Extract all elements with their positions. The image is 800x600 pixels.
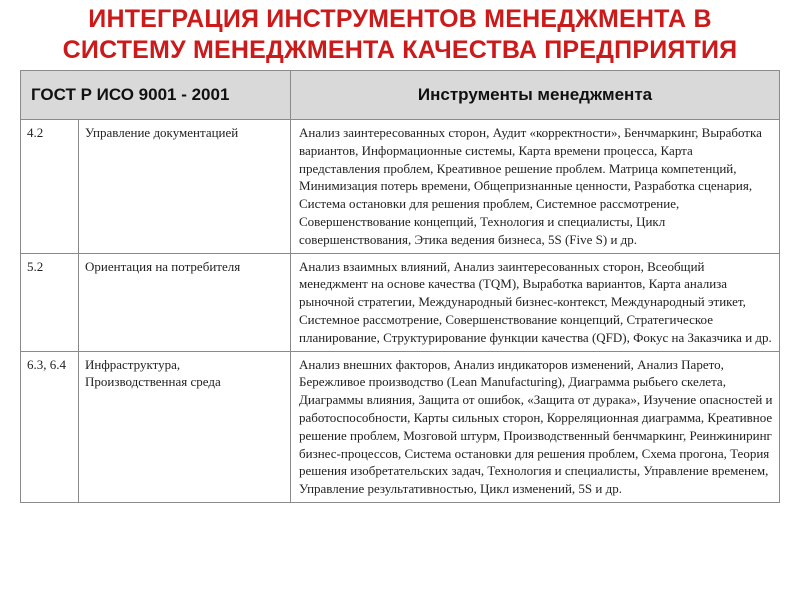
table-header-row xyxy=(21,71,780,120)
requirement-area: Управление документацией xyxy=(79,120,291,254)
requirement-area: Инфраструктура, Производственная среда xyxy=(79,351,291,502)
title-line-1: ИНТЕГРАЦИЯ ИНСТРУМЕНТОВ МЕНЕДЖМЕНТА В xyxy=(88,5,712,33)
table-row xyxy=(21,351,780,502)
header-tools: Инструменты менеджмента xyxy=(291,71,780,120)
clause-number: 6.3, 6.4 xyxy=(21,351,79,502)
slide-title xyxy=(0,4,800,66)
clause-number: 5.2 xyxy=(21,253,79,351)
header-standard: ГОСТ Р ИСО 9001 - 2001 xyxy=(21,71,291,120)
title-line-2: СИСТЕМУ МЕНЕДЖМЕНТА КАЧЕСТВА ПРЕДПРИЯТИЯ xyxy=(62,36,738,64)
requirement-area: Ориентация на потребителя xyxy=(79,253,291,351)
table-row xyxy=(21,253,780,351)
integration-table xyxy=(20,70,780,503)
management-tools: Анализ внешних факторов, Анализ индикаторов изменений, Анализ Парето, Бережливое производство (Lean Manufacturing), Диаграмма рыбьего скелета, Диаграммы влияния, Защита от ошибок, «Защита от дурака», Изучение опасностей и работоспособности, Карты сильных сторон, Корреляционная диаграмма, Креативное решение проблем, Мозговой штурм, Производственный бенчмаркинг, Реинжиниринг бизнес-процессов, Система остановки для решения проблем, Схема прогона, Теория решения изобретательских задач, Технология и специалисты, Управление временем, Управление результативностью, Цикл изменений, 5S и др. xyxy=(291,351,780,502)
table-row xyxy=(21,120,780,254)
clause-number: 4.2 xyxy=(21,120,79,254)
management-tools: Анализ взаимных влияний, Анализ заинтересованных сторон, Всеобщий менеджмент на основе качества (TQM), Выработка вариантов, Карта анализа рыночной стратегии, Международный бизнес-контекст, Международный этикет, Системное рассмотрение, Совершенствование концепций, Стратегическое планирование, Структурирование функции качества (QFD), Фокус на Заказчика и др. xyxy=(291,253,780,351)
management-tools: Анализ заинтересованных сторон, Аудит «корректности», Бенчмаркинг, Выработка вариантов, Информационные системы, Карта времени процесса, Карта представления проблем, Креативное решение проблем. Матрица компетенций, Минимизация потерь времени, Общепризнанные ценности, Разработка сценария, Система остановки для решения проблем, Системное рассмотрение, Совершенствование концепций, Технология и специалисты, Цикл совершенствования, Этика ведения бизнеса, 5S (Five S) и др. xyxy=(291,120,780,254)
